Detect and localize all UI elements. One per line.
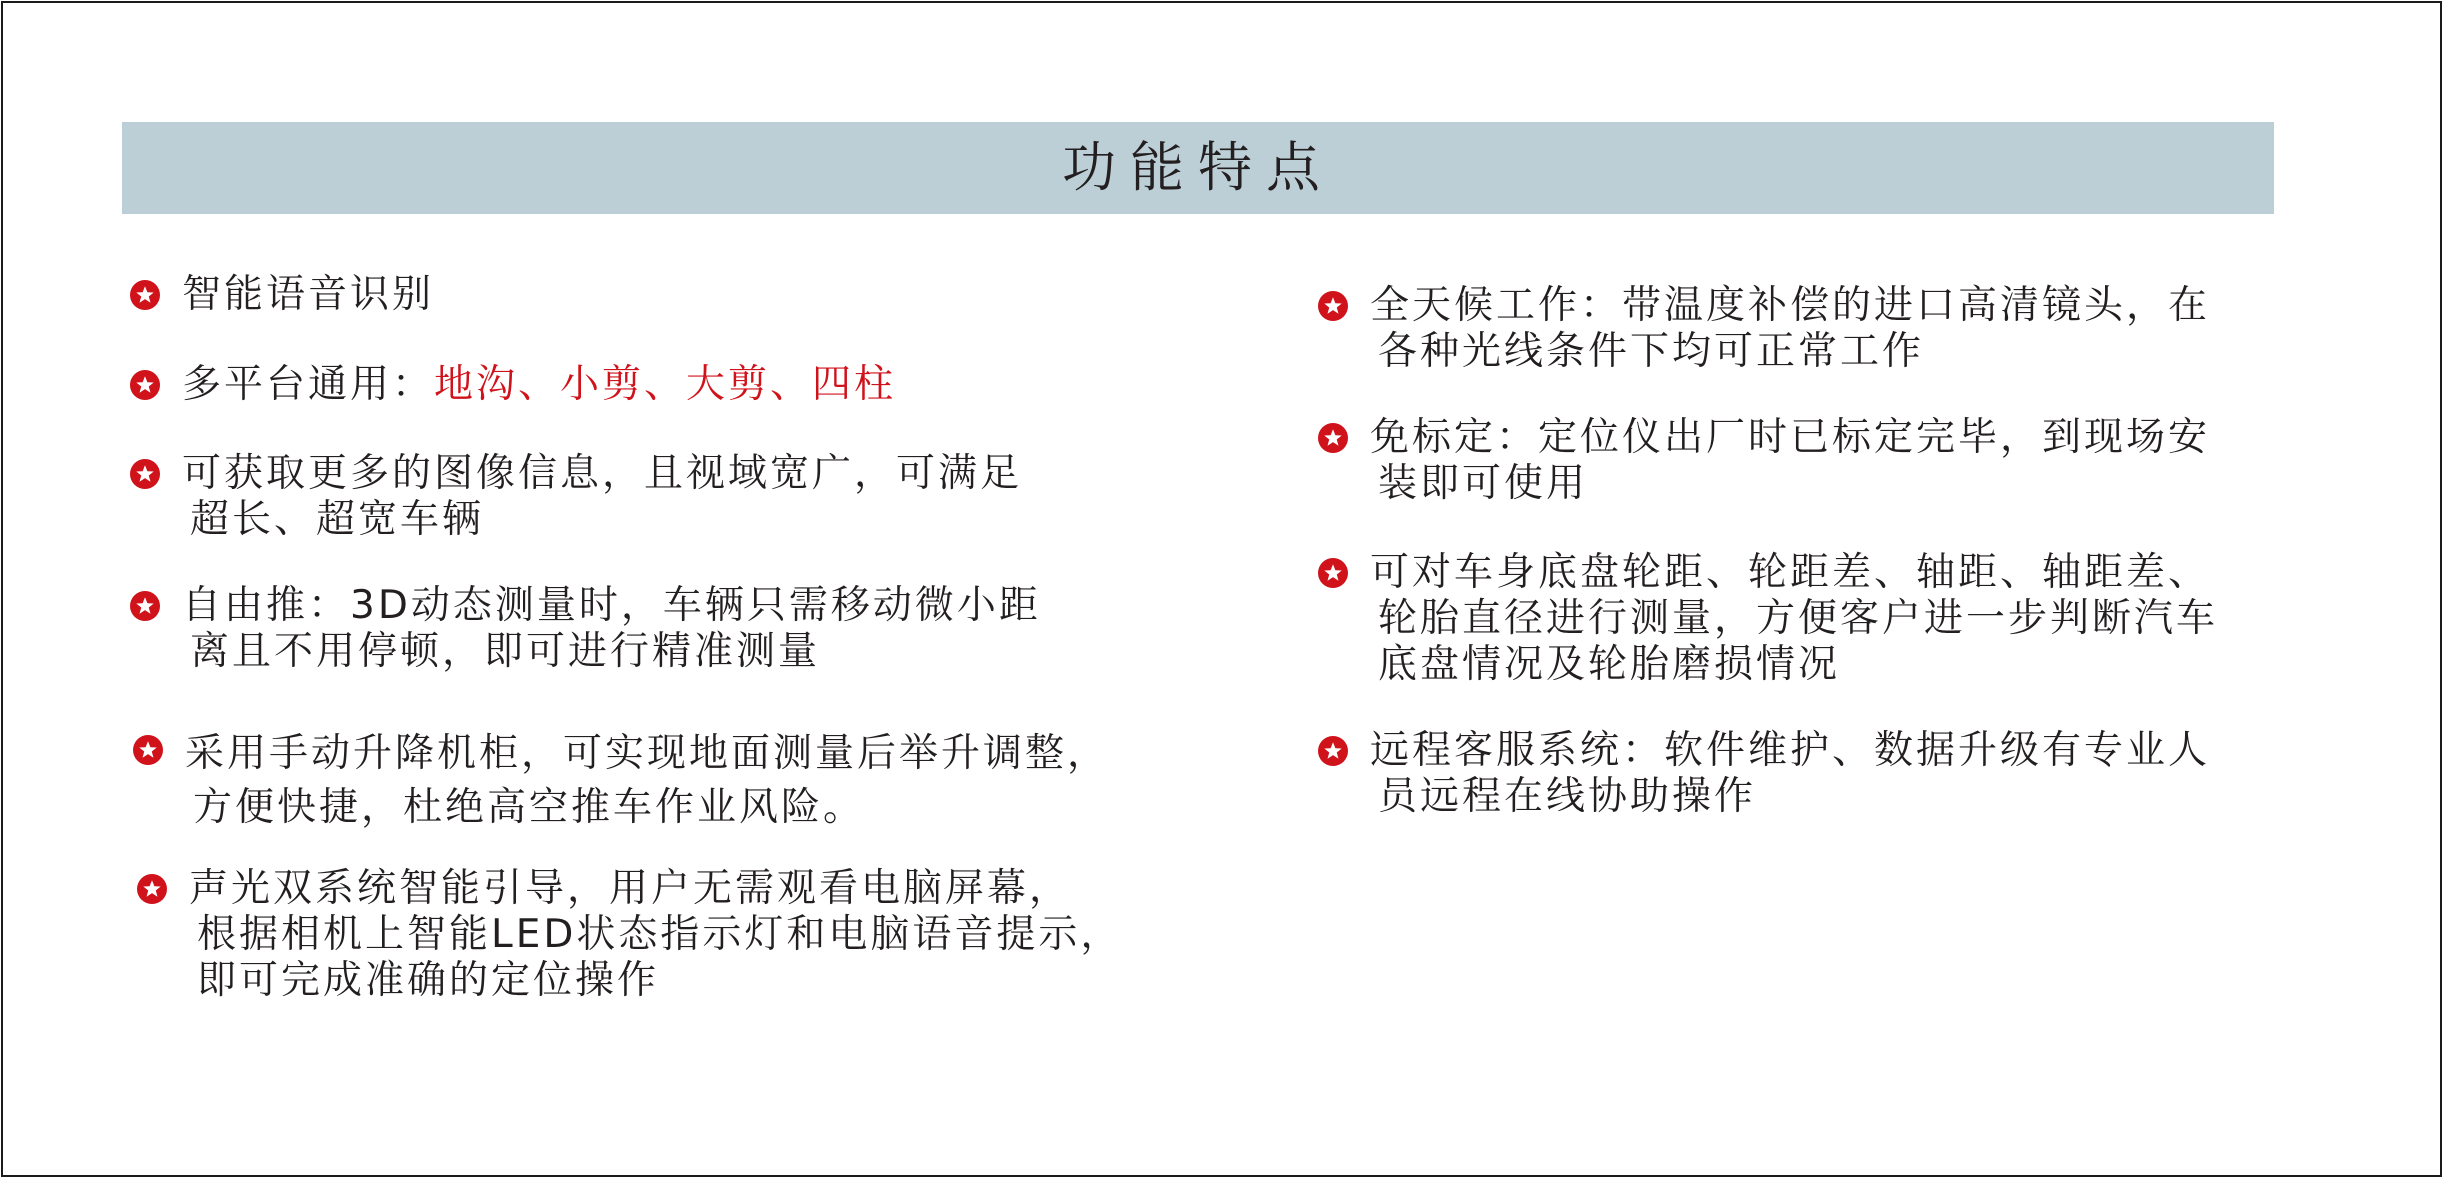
star-bullet-icon [130,459,160,489]
feature-item-chassis-measurement [1318,550,2218,688]
feature-line [182,362,896,408]
star-bullet-icon [130,591,160,621]
feature-item-free-push [130,583,1041,675]
star-bullet-icon [130,280,160,310]
feature-line: 声光双系统智能引导，用户无需观看电脑屏幕， [189,866,1072,911]
feature-text [182,451,1022,543]
feature-item-all-weather [1318,283,2210,375]
platform-list-highlight: 地沟、小剪、大剪、四柱 [434,362,897,407]
feature-text [1370,415,2210,507]
feature-text [189,866,1122,1004]
feature-text [182,583,1041,675]
feature-line: 可对车身底盘轮距、轮距差、轴距、轴距差、 [1370,550,2211,595]
feature-text [1370,283,2210,375]
feature-line: 装即可使用 [1378,461,1589,506]
feature-line: 全天候工作：带温度补偿的进口高清镜头，在 [1370,283,2211,328]
feature-text [185,727,1109,835]
feature-line: 员远程在线协助操作 [1378,774,1757,819]
feature-item-calibration-free [1318,415,2210,507]
header-bar [122,122,2274,214]
feature-line: 轮胎直径进行测量，方便客户进一步判断汽车 [1378,596,2219,641]
feature-item-multi-platform [130,362,896,408]
feature-line: 采用手动升降机柜，可实现地面测量后举升调整， [185,731,1110,776]
feature-text [182,362,896,408]
star-bullet-icon [1318,558,1348,588]
feature-prefix: 多平台通用： [182,362,435,407]
feature-line: 即可完成准确的定位操作 [197,958,660,1003]
star-bullet-icon [130,370,160,400]
feature-text [182,272,434,318]
star-bullet-icon [1318,423,1348,453]
feature-item-remote-service [1318,728,2210,820]
feature-line: 方便快捷，杜绝高空推车作业风险。 [193,785,866,830]
feature-item-voice-recognition [130,272,434,318]
feature-line: 自由推：3D动态测量时，车辆只需移动微小距 [182,583,1041,628]
feature-item-wide-view [130,451,1022,543]
feature-line: 远程客服系统：软件维护、数据升级有专业人 [1370,728,2211,773]
feature-line: 各种光线条件下均可正常工作 [1378,329,1925,374]
feature-line: 免标定：定位仪出厂时已标定完毕，到现场安 [1370,415,2211,460]
feature-line: 根据相机上智能LED状态指示灯和电脑语音提示， [197,912,1123,957]
feature-line: 可获取更多的图像信息，且视域宽广，可满足 [182,451,1023,496]
feature-line: 超长、超宽车辆 [190,497,485,542]
feature-line: 离且不用停顿，即可进行精准测量 [190,629,821,674]
feature-line: 智能语音识别 [182,272,435,317]
feature-text [1370,550,2218,688]
star-bullet-icon [1318,291,1348,321]
feature-item-manual-lift [133,727,1109,835]
star-bullet-icon [1318,736,1348,766]
feature-item-smart-guidance [137,866,1122,1004]
feature-line: 底盘情况及轮胎磨损情况 [1378,642,1841,687]
star-bullet-icon [133,735,163,765]
star-bullet-icon [137,874,167,904]
feature-text [1370,728,2210,820]
page-title: 功能特点 [1062,136,1334,199]
